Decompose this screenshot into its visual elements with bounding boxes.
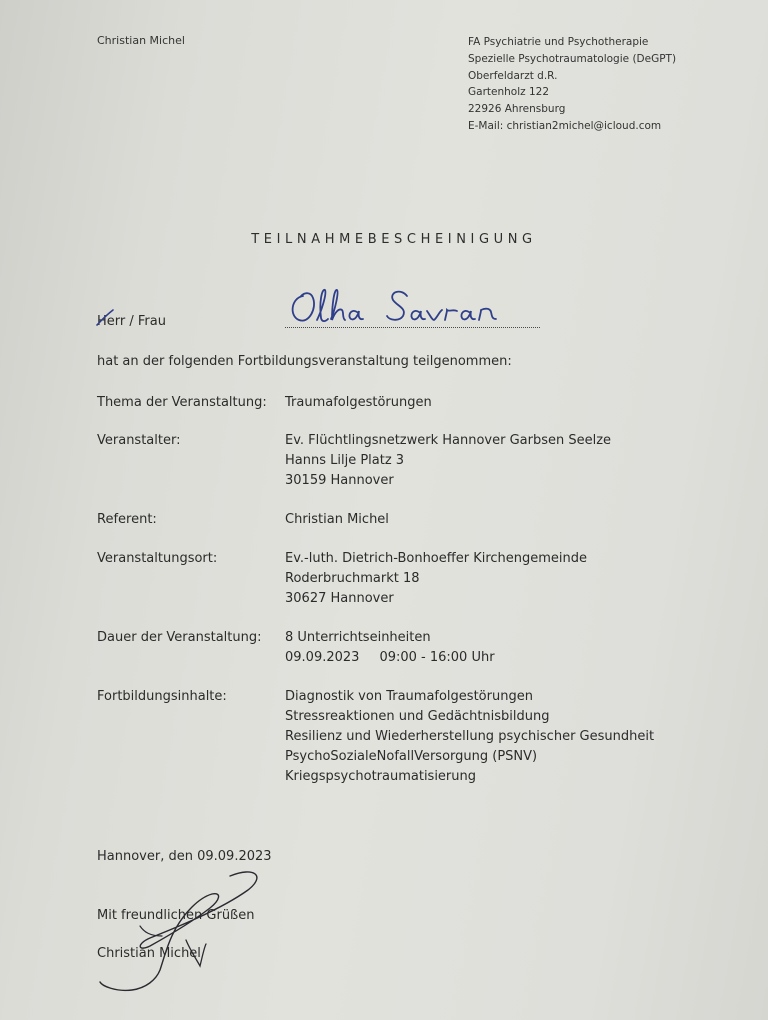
ort-label: Veranstaltungsort: <box>97 551 218 566</box>
letterhead-subspecialty: Spezielle Psychotraumatologie (DeGPT) <box>468 52 677 65</box>
salutation-herr-text: Herr <box>97 314 126 329</box>
veranstalter-line: 30159 Hannover <box>285 473 394 488</box>
dauer-units: 8 Unterrichtseinheiten <box>285 630 431 645</box>
ort-line: Ev.-luth. Dietrich-Bonhoeffer Kirchengemeinde <box>285 551 588 566</box>
letterhead-street: Gartenholz 122 <box>468 86 550 99</box>
inhalte-line: Resilienz und Wiederherstellung psychischer Gesundheit <box>285 729 655 744</box>
inhalte-line: Kriegspsychotraumatisierung <box>285 769 477 784</box>
place-date: Hannover, den 09.09.2023 <box>97 849 272 864</box>
letterhead-rank: Oberfeldarzt d.R. <box>468 69 558 82</box>
handwritten-participant-name <box>285 282 515 328</box>
veranstalter-line: Hanns Lilje Platz 3 <box>285 453 405 468</box>
dauer-value <box>285 628 495 668</box>
letterhead-email: E-Mail: christian2michel@icloud.com <box>468 119 662 132</box>
thema-line: Traumafolgestörungen <box>285 395 432 410</box>
letterhead-city: 22926 Ahrensburg <box>468 103 566 116</box>
referent-label: Referent: <box>97 512 157 527</box>
handwritten-signature <box>80 862 280 997</box>
dauer-time: 09:00 - 16:00 Uhr <box>379 650 495 665</box>
salutation-rest: / Frau <box>125 314 166 329</box>
referent-line: Christian Michel <box>285 512 389 527</box>
inhalte-line: Diagnostik von Traumafolgestörungen <box>285 689 533 704</box>
document-title: TEILNAHMEBESCHEINIGUNG <box>251 232 537 247</box>
dauer-label: Dauer der Veranstaltung: <box>97 630 262 645</box>
veranstalter-label: Veranstalter: <box>97 433 181 448</box>
inhalte-value <box>285 687 654 787</box>
letterhead <box>468 34 676 135</box>
closing-greeting: Mit freundlichen Grüßen <box>97 908 255 923</box>
ort-line: Roderbruchmarkt 18 <box>285 571 420 586</box>
ort-value <box>285 549 587 609</box>
intro-text: hat an der folgenden Fortbildungsveranstaltung teilgenommen: <box>97 354 512 369</box>
veranstalter-line: Ev. Flüchtlingsnetzwerk Hannover Garbsen Seelze <box>285 433 612 448</box>
dauer-date-time <box>285 648 495 668</box>
inhalte-line: PsychoSozialeNofallVersorgung (PSNV) <box>285 749 538 764</box>
salutation-herr <box>97 314 125 329</box>
thema-value <box>285 393 432 413</box>
letterhead-specialty: FA Psychiatrie und Psychotherapie <box>468 36 649 48</box>
veranstalter-value <box>285 431 611 491</box>
inhalte-label: Fortbildungsinhalte: <box>97 689 227 704</box>
inhalte-line: Stressreaktionen und Gedächtnisbildung <box>285 709 550 724</box>
ort-line: 30627 Hannover <box>285 591 394 606</box>
referent-value <box>285 510 389 530</box>
signer-name: Christian Michel <box>97 946 201 961</box>
sender-name: Christian Michel <box>97 34 185 47</box>
thema-label: Thema der Veranstaltung: <box>97 395 267 410</box>
dauer-date: 09.09.2023 <box>285 650 360 665</box>
salutation <box>97 314 166 329</box>
